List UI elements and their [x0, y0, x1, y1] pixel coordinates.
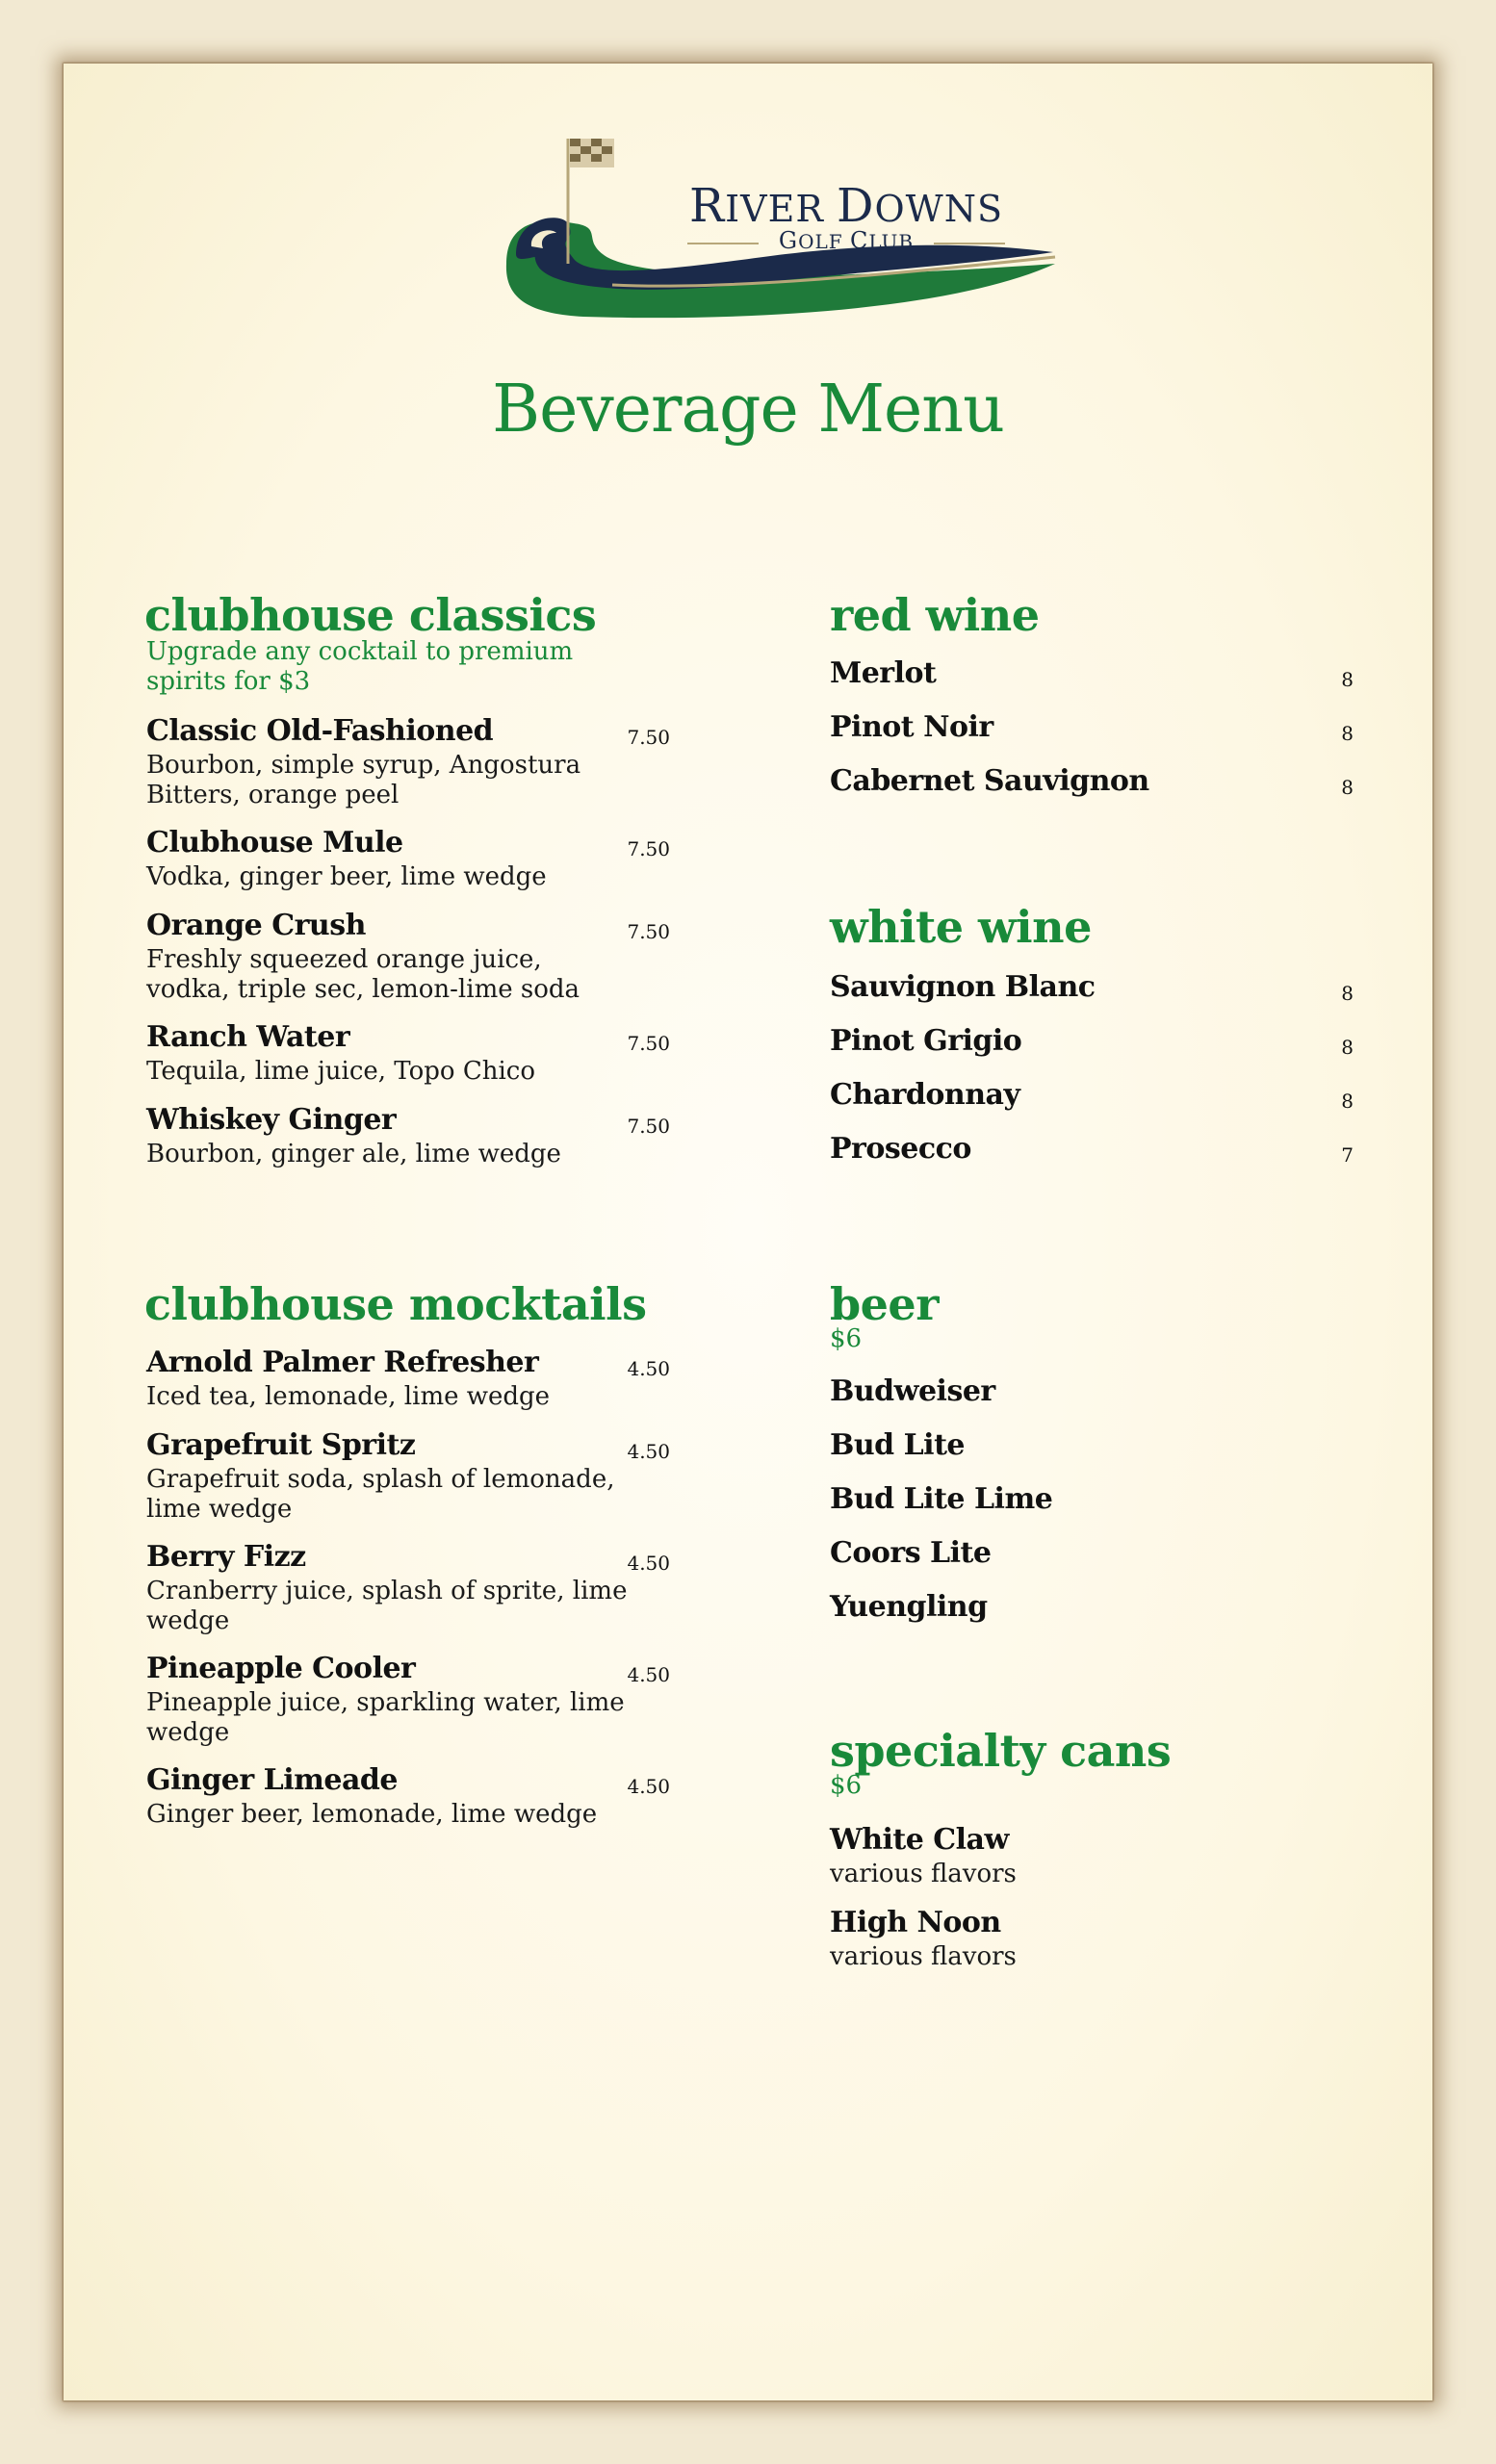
- item-price: 7.50: [627, 920, 670, 943]
- item-price: 8: [1341, 1090, 1354, 1113]
- item-name: Pinot Grigio: [830, 1024, 1022, 1058]
- item-price: 7.50: [627, 726, 670, 749]
- item-price: 7.50: [627, 1032, 670, 1055]
- item-price: 4.50: [627, 1775, 670, 1798]
- checkered-flag-icon: [570, 139, 614, 167]
- item-name: Pineapple Cooler: [146, 1652, 416, 1685]
- item-price: 8: [1341, 722, 1354, 745]
- item-desc: Pineapple juice, sparkling water, lime wedge: [146, 1688, 625, 1747]
- item-name: Grapefruit Spritz: [146, 1428, 416, 1462]
- item-price: 8: [1341, 668, 1354, 691]
- item-name: Cabernet Sauvignon: [830, 764, 1149, 798]
- section-title-white-wine: white wine: [830, 901, 1092, 953]
- item-name: Berry Fizz: [146, 1540, 306, 1574]
- item-price: 7.50: [627, 837, 670, 860]
- section-title-mocktails: clubhouse mocktails: [144, 1278, 647, 1330]
- item-price: 4.50: [627, 1357, 670, 1380]
- item-name: Clubhouse Mule: [146, 826, 403, 860]
- section-title-red-wine: red wine: [830, 589, 1040, 641]
- item-name: Budweiser: [830, 1374, 995, 1408]
- item-name: Bud Lite Lime: [830, 1482, 1053, 1516]
- item-desc: Iced tea, lemonade, lime wedge: [146, 1382, 551, 1411]
- menu-title: Beverage Menu: [492, 372, 1004, 448]
- section-subtitle-classics: Upgrade any cocktail to premium spirits for $3: [146, 637, 574, 696]
- brand-name: RIVER DOWNS: [688, 179, 1003, 233]
- item-desc: various flavors: [830, 1860, 1017, 1888]
- item-name: Bud Lite: [830, 1428, 966, 1462]
- item-name: Arnold Palmer Refresher: [146, 1346, 539, 1379]
- section-title-classics: clubhouse classics: [144, 589, 597, 641]
- item-desc: Tequila, lime juice, Topo Chico: [146, 1057, 536, 1086]
- item-name: Sauvignon Blanc: [830, 970, 1096, 1004]
- brand-subname: GOLF CLUB: [778, 227, 915, 254]
- item-name: Classic Old-Fashioned: [146, 714, 494, 748]
- item-desc: Vodka, ginger beer, lime wedge: [146, 862, 547, 891]
- section-subtitle-specialty-cans: $6: [830, 1771, 863, 1800]
- item-price: 7: [1341, 1143, 1354, 1167]
- item-desc: Ginger beer, lemonade, lime wedge: [146, 1800, 598, 1829]
- item-name: Merlot: [830, 656, 937, 690]
- item-name: High Noon: [830, 1906, 1001, 1939]
- item-name: Orange Crush: [146, 909, 366, 942]
- item-price: 4.50: [627, 1552, 670, 1575]
- item-name: Prosecco: [830, 1132, 971, 1166]
- item-desc: Grapefruit soda, splash of lemonade, lime wedge: [146, 1465, 615, 1524]
- item-name: Ranch Water: [146, 1020, 350, 1054]
- item-desc: Bourbon, ginger ale, lime wedge: [146, 1140, 561, 1168]
- item-name: Pinot Noir: [830, 710, 993, 744]
- item-price: 8: [1341, 1036, 1354, 1059]
- item-price: 4.50: [627, 1663, 670, 1686]
- item-name: Whiskey Ginger: [146, 1103, 397, 1137]
- section-title-beer: beer: [830, 1278, 939, 1330]
- item-desc: Cranberry juice, splash of sprite, lime wedge: [146, 1577, 628, 1635]
- item-name: Ginger Limeade: [146, 1763, 398, 1797]
- item-name: Chardonnay: [830, 1078, 1020, 1112]
- item-desc: Freshly squeezed orange juice, vodka, triple sec, lemon-lime soda: [146, 945, 580, 1004]
- item-name: Yuengling: [830, 1590, 988, 1624]
- brand-rule-right: [934, 243, 1005, 244]
- section-subtitle-beer: $6: [830, 1324, 863, 1353]
- item-desc: Bourbon, simple syrup, Angostura Bitters, orange peel: [146, 751, 581, 809]
- item-price: 8: [1341, 776, 1354, 799]
- item-price: 8: [1341, 982, 1354, 1005]
- section-title-specialty-cans: specialty cans: [830, 1725, 1172, 1777]
- menu-page: [64, 64, 1432, 2400]
- item-price: 4.50: [627, 1440, 670, 1463]
- item-name: White Claw: [830, 1823, 1009, 1857]
- item-price: 7.50: [627, 1115, 670, 1138]
- item-desc: various flavors: [830, 1942, 1017, 1971]
- item-name: Coors Lite: [830, 1536, 992, 1570]
